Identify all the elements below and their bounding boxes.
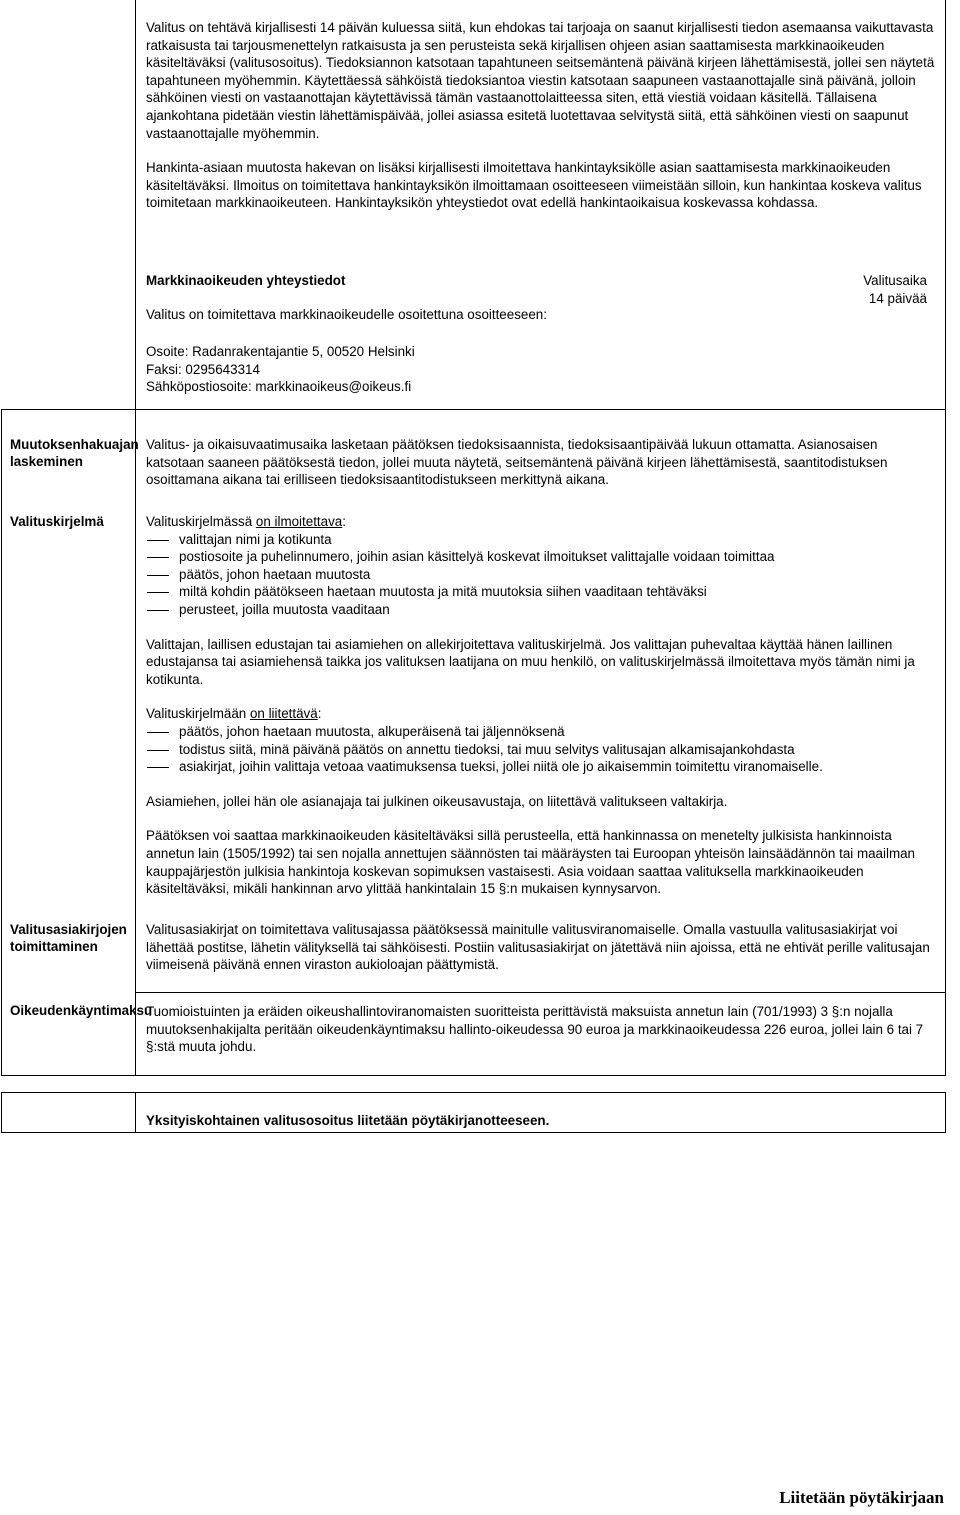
fee-label: Oikeudenkäyntimaksu: [10, 1003, 153, 1018]
appeal-intro: [146, 513, 938, 531]
fee-row-divider: [135, 992, 946, 993]
calc-label: Muutoksenhakuajan laskeminen: [10, 437, 139, 469]
appeal-intro-underlined: on ilmoitettava: [255, 514, 343, 529]
top-content: [146, 19, 938, 212]
note-column-divider: [135, 1093, 136, 1132]
appeal-label: Valituskirjelmä: [10, 514, 104, 529]
fax: Faksi: 0295643314: [146, 361, 260, 377]
address: Osoite: Radanrakentajantie 5, 00520 Helsinki: [146, 344, 415, 359]
table-column-divider: [135, 410, 136, 1075]
signature-paragraph: Valittajan, laillisen edustajan tai asiamiehen on allekirjoitettava valituskirjelmä. Jos valittajan puhevaltaa käyttää hänen laillinen edustajansa tai asiamiehensä taikka jos valituksen laatijana on muu henkilö, on valituskirjelmässä ilmoitettava myös tämän nimi ja kotikunta.: [146, 636, 915, 687]
list-item: todistus siitä, minä päivänä päätös on annettu tiedoksi, tai muu selvitys valitusajan alkamisajankohdasta: [146, 741, 938, 759]
deadline-value: 14 päivää: [868, 290, 927, 306]
contacts-heading: Markkinaoikeuden yhteystiedot: [146, 273, 346, 288]
notify-unit-paragraph: Hankinta-asiaan muutosta hakevan on lisäksi kirjallisesti ilmoitettava hankintayksikölle asian saattamisesta markkinaoikeuden käsiteltäväksi. Ilmoitus on toimitettava hankintayksikön ilmoittamaan osoitteeseen viimeistään silloin, kun hankintaa koskeva valitus toimitetaan markkinaoikeuteen. Hankintayksikön yhteystiedot ovat edellä hankintaoikaisua koskevassa kohdassa.: [146, 160, 922, 211]
appeal-required-list: [146, 531, 938, 619]
attach-intro-underlined: on liitettävä: [249, 706, 318, 722]
attach-intro-suffix: :: [317, 706, 322, 722]
list-item: perusteet, joilla muutosta vaaditaan: [146, 601, 938, 619]
delivery-line: Valitus on toimitettava markkinaoikeudelle osoitettuna osoitteeseen:: [146, 307, 547, 322]
appeal-attachments-list: [146, 723, 938, 776]
list-item: päätös, johon haetaan muutosta: [146, 566, 938, 584]
deadline-label: Valitusaika: [863, 273, 927, 288]
list-item: valittajan nimi ja kotikunta: [146, 531, 938, 549]
list-item: asiakirjat, joihin valittaja vetoaa vaatimuksensa tueksi, jollei niitä ole jo aikaisemmin toimitettu viranomaiselle.: [146, 758, 938, 776]
email: Sähköpostiosoite: markkinaoikeus@oikeus.fi: [146, 379, 412, 395]
calc-text: Valitus- ja oikaisuvaatimusaika lasketaan päätöksen tiedoksisaannista, tiedoksisaantipäivää lukuun ottamatta. Asianosaisen katsotaan saaneen päätöksestä tiedon, jollei muuta näytetä, seitsemäntenä päivänä kirjeen lähettämisestä, saantitodistuksen osoittamana aikana tai erilliseen tiedoksisaantitodistukseen merkittynä aikana.: [146, 437, 888, 488]
attach-intro: [146, 705, 938, 723]
fee-text: Tuomioistuinten ja eräiden oikeushallintoviranomaisten suoritteista perittävistä maksuista annetun lain (701/1993) 3 §:n nojalla muutoksenhakijalta peritään oikeudenkäyntimaksu hallinto-oikeudessa 90 euroa ja markkinaoikeudessa 226 euroa, jollei lain 6 tai 7 §:stä muuta johdu.: [146, 1004, 924, 1055]
appeal-intro-prefix: Valituskirjelmässä: [146, 514, 256, 529]
list-item: postiosoite ja puhelinnumero, joihin asian käsittelyä koskevat ilmoitukset valittajalle voidaan toimittaa: [146, 548, 938, 566]
attach-intro-prefix: Valituskirjelmään: [146, 706, 250, 722]
appeal-content: [146, 513, 938, 898]
market-court-paragraph: Päätöksen voi saattaa markkinaoikeuden käsiteltäväksi sillä perusteella, että hankinnassa on menetelty julkisista hankinnoista annetun lain (1505/1992) tai sen nojalla annettujen säännösten tai määräysten tai Euroopan yhteisön lainsäädännön tai maailman kauppajärjestön julkisia hankintoja koskevan sopimuksen vastaisesti. Asia voidaan saattaa valituksella markkinaoikeuden käsiteltäväksi, mikäli hankinnan arvo ylittää hankintalain 15 §:n mukaisen kynnysarvon.: [146, 828, 916, 897]
footer-note: Liitetään pöytäkirjaan: [779, 1488, 944, 1507]
delivery-label: Valitusasiakirjojen toimittaminen: [10, 922, 127, 954]
appeal-intro-suffix: :: [342, 514, 346, 529]
detail-note: Yksityiskohtainen valitusosoitus liitetään pöytäkirjanotteeseen.: [146, 1113, 550, 1128]
contact-details: [146, 343, 415, 396]
appeal-deadline-paragraph: Valitus on tehtävä kirjallisesti 14 päivän kuluessa siitä, kun ehdokas tai tarjoaja on saanut kirjallisesti tiedon asemaansa vaikuttavasta ratkaisusta tai tarjousmenettelyn ratkaisusta ja sen perusteista sekä kirjallisen ohjeen asian saattamisesta markkinaoikeuden käsiteltäväksi (valitusosoitus). Tiedoksiannon katsotaan tapahtuneen seitsemäntenä päivänä kirjeen lähettämisestä, jollei sen näytetä tapahtuneen myöhemmin. Käytettäessä sähköistä tiedoksiantoa viestin katsotaan saapuneen vastaanottajalle sinä päivänä, jolloin sähköinen viesti on vastaanottajan käytettävissä tämän vastaanottolaitteessa siten, että viestiä voidaan käsitellä. Tällaisena ajankohtana pidetään viestin lähettämispäivää, jollei asiassa esitetä luotettavaa selvitystä siitä, että sähköinen viesti on saapunut vastaanottajalle myöhemmin.: [146, 20, 935, 141]
delivery-text: Valitusasiakirjat on toimitettava valitusajassa päätöksessä mainitulle valitusviranomaiselle. Omalla vastuulla valitusasiakirjat voi lähettää postitse, lähetin välityksellä tai sähköisesti. Postiin valitusasiakirjat on jätettävä niin ajoissa, että ne ehtivät perille valitusajan viimeisenä päivänä ennen viraston aukioloajan päättymistä.: [146, 922, 930, 973]
deadline-block: [780, 272, 927, 307]
power-of-attorney-paragraph: Asiamiehen, jollei hän ole asianajaja tai julkinen oikeusavustaja, on liitettävä valitukseen valtakirja.: [146, 793, 728, 809]
list-item: miltä kohdin päätökseen haetaan muutosta ja mitä muutoksia siihen vaaditaan tehtäväksi: [146, 583, 938, 601]
list-item: päätös, johon haetaan muutosta, alkuperäisenä tai jäljennöksenä: [146, 723, 938, 741]
